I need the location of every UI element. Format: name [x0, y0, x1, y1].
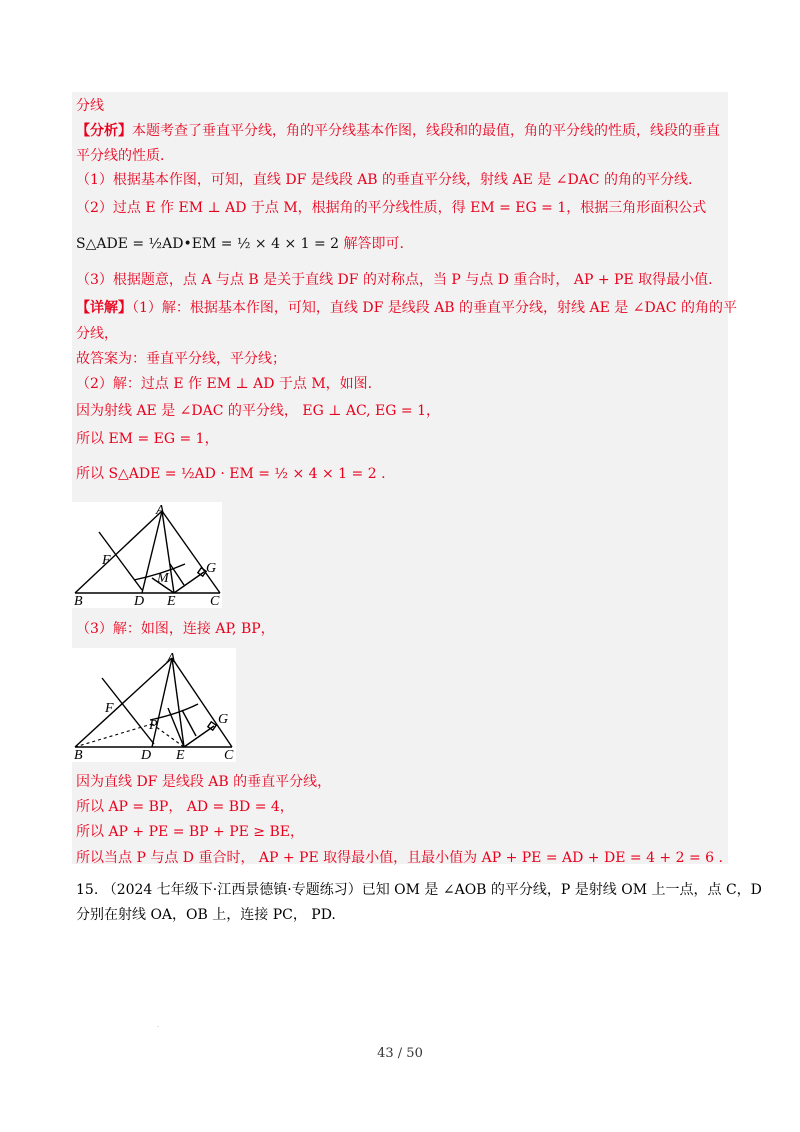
solution-line-1: 分线 [76, 98, 104, 114]
fig1-label-c: C [210, 594, 220, 608]
question-15-line-2: 分别在射线 OA，OB 上，连接 PC， PD. [76, 907, 336, 923]
analysis-line [76, 121, 720, 141]
figure-2 [72, 648, 236, 762]
fig1-label-a: A [156, 503, 165, 518]
tiny-mark: . [157, 1022, 159, 1029]
solution-line-10: 故答案为：垂直平分线，平分线； [76, 351, 286, 367]
solution-line-12: 因为射线 AE 是 ∠DAC 的平分线， EG ⊥ AC, EG = 1， [76, 403, 440, 419]
solution-line-6 [76, 234, 404, 254]
fig1-label-g: G [206, 561, 217, 576]
solution-line-17: 所以 AP = BP， AD = BD = 4， [76, 799, 294, 815]
solution-line-6-text: 解答即可. [343, 236, 404, 252]
fig1-label-m: M [157, 571, 169, 586]
solution-line-3: 平分线的性质． [76, 148, 174, 164]
fig2-label-f: F [105, 701, 114, 716]
fig1-label-f: F [102, 553, 111, 568]
solution-line-11: （2）解：过点 E 作 EM ⊥ AD 于点 M，如图. [76, 376, 373, 392]
page-number: 43 / 50 [377, 1046, 423, 1061]
fig2-label-b: B [74, 748, 83, 762]
solution-line-19: 所以当点 P 与点 D 重合时， AP + PE 取得最小值，且最小值为 AP + PE = AD + DE = 4 + 2 = 6 . [76, 850, 723, 866]
detail-line [76, 298, 737, 318]
solution-line-15: （3）解：如图，连接 AP, BP， [76, 621, 275, 637]
detail-tag: 【详解】 [76, 300, 132, 316]
fig1-label-b: B [74, 594, 83, 608]
solution-line-14: 所以 S△ADE = ½AD · EM = ½ × 4 × 1 = 2 . [76, 466, 386, 482]
area-formula: S△ADE = ½AD•EM = ½ × 4 × 1 = 2 [76, 236, 340, 252]
question-15-line-1: 15. （2024 七年级下·江西景德镇·专题练习）已知 OM 是 ∠AOB 的平分线，P 是射线 OM 上一点，点 C，D [76, 882, 762, 898]
fig1-label-e: E [167, 594, 176, 608]
solution-line-13: 所以 EM = EG = 1， [76, 431, 219, 447]
fig2-label-p: P [149, 718, 158, 733]
figure-1 [72, 502, 222, 608]
solution-line-4: （1）根据基本作图，可知，直线 DF 是线段 AB 的垂直平分线，射线 AE 是 ∠DAC 的角的平分线. [76, 172, 693, 188]
solution-line-16: 因为直线 DF 是线段 AB 的垂直平分线， [76, 774, 332, 790]
fig2-label-e: E [176, 748, 185, 762]
fig2-label-g: G [218, 712, 229, 727]
analysis-tag: 【分析】 [76, 123, 132, 139]
solution-line-7: （3）根据题意，点 A 与点 B 是关于直线 DF 的对称点，当 P 与点 D 重合时， AP + PE 取得最小值. [76, 272, 713, 288]
solution-line-18: 所以 AP + PE = BP + PE ≥ BE， [76, 824, 304, 840]
solution-line-5: （2）过点 E 作 EM ⊥ AD 于点 M，根据角的平分线性质，得 EM = EG = 1，根据三角形面积公式 [76, 200, 707, 216]
fig2-label-a: A [167, 651, 176, 666]
fig2-label-c: C [224, 748, 234, 762]
analysis-text: 本题考查了垂直平分线，角的平分线基本作图，线段和的最值，角的平分线的性质，线段的垂直 [132, 123, 720, 139]
fig1-label-d: D [134, 594, 145, 608]
fig2-label-d: D [141, 748, 152, 762]
detail-text: （1）解：根据基本作图，可知，直线 DF 是线段 AB 的垂直平分线，射线 AE 是 ∠DAC 的角的平 [132, 300, 737, 316]
solution-line-9: 分线， [76, 326, 118, 342]
